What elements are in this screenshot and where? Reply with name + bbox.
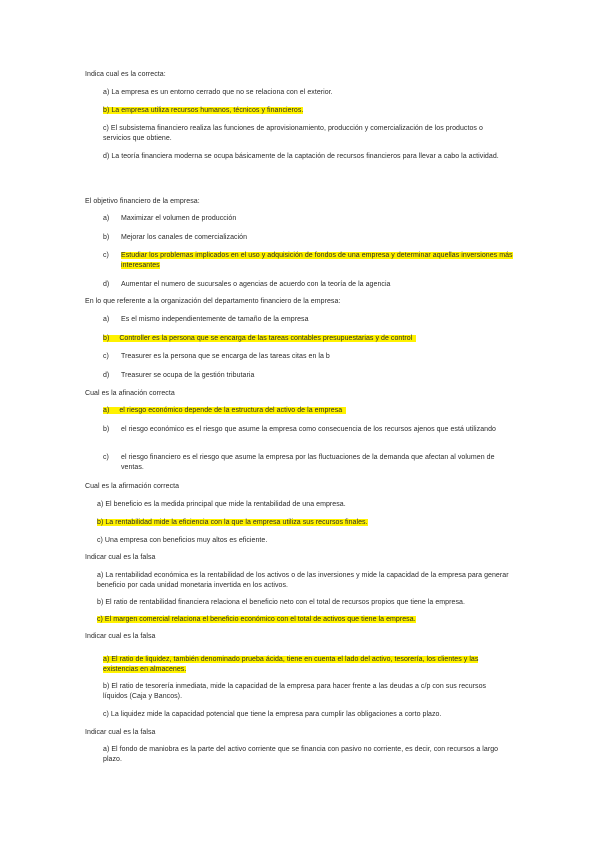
q2-option-a: Maximizar el volumen de producción xyxy=(121,215,237,222)
q8-title: Indicar cual es la falsa xyxy=(85,729,156,736)
highlight: c) El margen comercial relaciona el beneficio económico con el total de activos que tiene la empresa. xyxy=(97,616,416,623)
highlight: b) La rentabilidad mide la eficiencia con la que la empresa utiliza sus recursos finales. xyxy=(97,519,368,526)
q2-label-a: a) xyxy=(103,215,110,222)
q3-label-b: b) xyxy=(103,335,110,342)
q3-option-b: Controller es la persona que se encarga de las tareas contables presupuestarias y de control xyxy=(119,335,413,342)
q3-label-a: a) xyxy=(103,316,110,323)
q5-option-b-highlighted xyxy=(97,518,368,528)
q1-option-a: a) La empresa es un entorno cerrado que no se relaciona con el exterior. xyxy=(103,89,333,96)
q7-option-c: c) La liquidez mide la capacidad potencial que tiene la empresa para cumplir las obligaciones a corto plazo. xyxy=(103,711,442,718)
q4-option-c: el riesgo financiero es el riesgo que asume la empresa por las fluctuaciones de la demanda que afectan al volumen de ventas. xyxy=(121,454,495,471)
q5-option-c: c) Una empresa con beneficios muy altos es eficiente. xyxy=(97,537,268,544)
q7-option-a-highlighted xyxy=(103,655,513,675)
q2-label-b: b) xyxy=(103,234,110,241)
q3-label-c: c) xyxy=(103,353,109,360)
highlight: a) El ratio de liquidez, también denominado prueba ácida, tiene en cuenta el lado del activo, tesorería, los clientes y las existencias en almacenes. xyxy=(103,656,479,673)
q3-label-d: d) xyxy=(103,372,110,379)
q6-option-a: a) La rentabilidad económica es la rentabilidad de los activos o de las inversiones y mide la capacidad de la empresa para generar beneficio por cada unidad monetaria invertida en los activos. xyxy=(97,572,509,589)
q6-title: Indicar cual es la falsa xyxy=(85,554,156,561)
q2-title: El objetivo financiero de la empresa: xyxy=(85,198,200,205)
q6-option-b: b) El ratio de rentabilidad financiera relaciona el beneficio neto con el total de recursos propios que tiene la empresa. xyxy=(97,599,465,606)
q2-label-d: d) xyxy=(103,281,110,288)
q8-option-a: a) El fondo de maniobra es la parte del activo corriente que se financia con pasivo no corriente, es decir, con recursos a largo plazo. xyxy=(103,746,499,763)
q2-option-b: Mejorar los canales de comercialización xyxy=(121,234,248,241)
q7-option-b: b) El ratio de tesorería inmediata, mide la capacidad de la empresa para hacer frente a las deudas a c/p con sus recursos líquidos (Caja y Bancos). xyxy=(103,683,487,700)
q6-option-c-highlighted xyxy=(97,615,416,625)
q1-option-b-highlighted xyxy=(103,106,303,116)
q2-option-c-highlighted xyxy=(121,251,513,271)
q2-label-c: c) xyxy=(103,252,109,259)
q4-option-a: el riesgo económico depende de la estructura del activo de la empresa xyxy=(119,407,343,414)
q3-title: En lo que referente a la organización del departamento financiero de la empresa: xyxy=(85,298,341,305)
q7-title: Indicar cual es la falsa xyxy=(85,633,156,640)
q4-label-c: c) xyxy=(103,454,109,461)
q4-label-a: a) xyxy=(103,407,110,414)
q5-title: Cual es la afirmación correcta xyxy=(85,483,180,490)
q1-option-d: d) La teoría financiera moderna se ocupa básicamente de la captación de recursos financieros para llevar a cabo la actividad. xyxy=(103,153,499,160)
q3-option-d: Treasurer se ocupa de la gestión tributaria xyxy=(121,372,255,379)
q3-option-a: Es el mismo independientemente de tamaño de la empresa xyxy=(121,316,309,323)
highlight xyxy=(103,407,346,414)
q3-option-c: Treasurer es la persona que se encarga de las tareas citas en la b xyxy=(121,353,330,360)
q4-label-b: b) xyxy=(103,426,110,433)
q2-option-d: Aumentar el numero de sucursales o agencias de acuerdo con la teoría de la agencia xyxy=(121,281,391,288)
q1-title: Indica cual es la correcta: xyxy=(85,71,166,78)
highlight xyxy=(103,335,416,342)
q4-option-b: el riesgo económico es el riesgo que asume la empresa como consecuencia de los recursos ajenos que está utilizando xyxy=(121,426,496,433)
highlight: b) La empresa utiliza recursos humanos, técnicos y financieros. xyxy=(103,107,304,114)
highlight: Estudiar los problemas implicados en el uso y adquisición de fondos de una empresa y determinar aquellas inversiones más interesantes xyxy=(121,252,513,269)
q4-option-a-highlighted xyxy=(103,406,346,416)
q3-option-b-highlighted xyxy=(103,334,416,344)
q1-option-c: c) El subsistema financiero realiza las funciones de aprovisionamiento, producción y comercialización de los productos o servicios que obtiene. xyxy=(103,125,483,142)
q4-title: Cual es la afinación correcta xyxy=(85,390,175,397)
q5-option-a: a) El beneficio es la medida principal que mide la rentabilidad de una empresa. xyxy=(97,501,346,508)
